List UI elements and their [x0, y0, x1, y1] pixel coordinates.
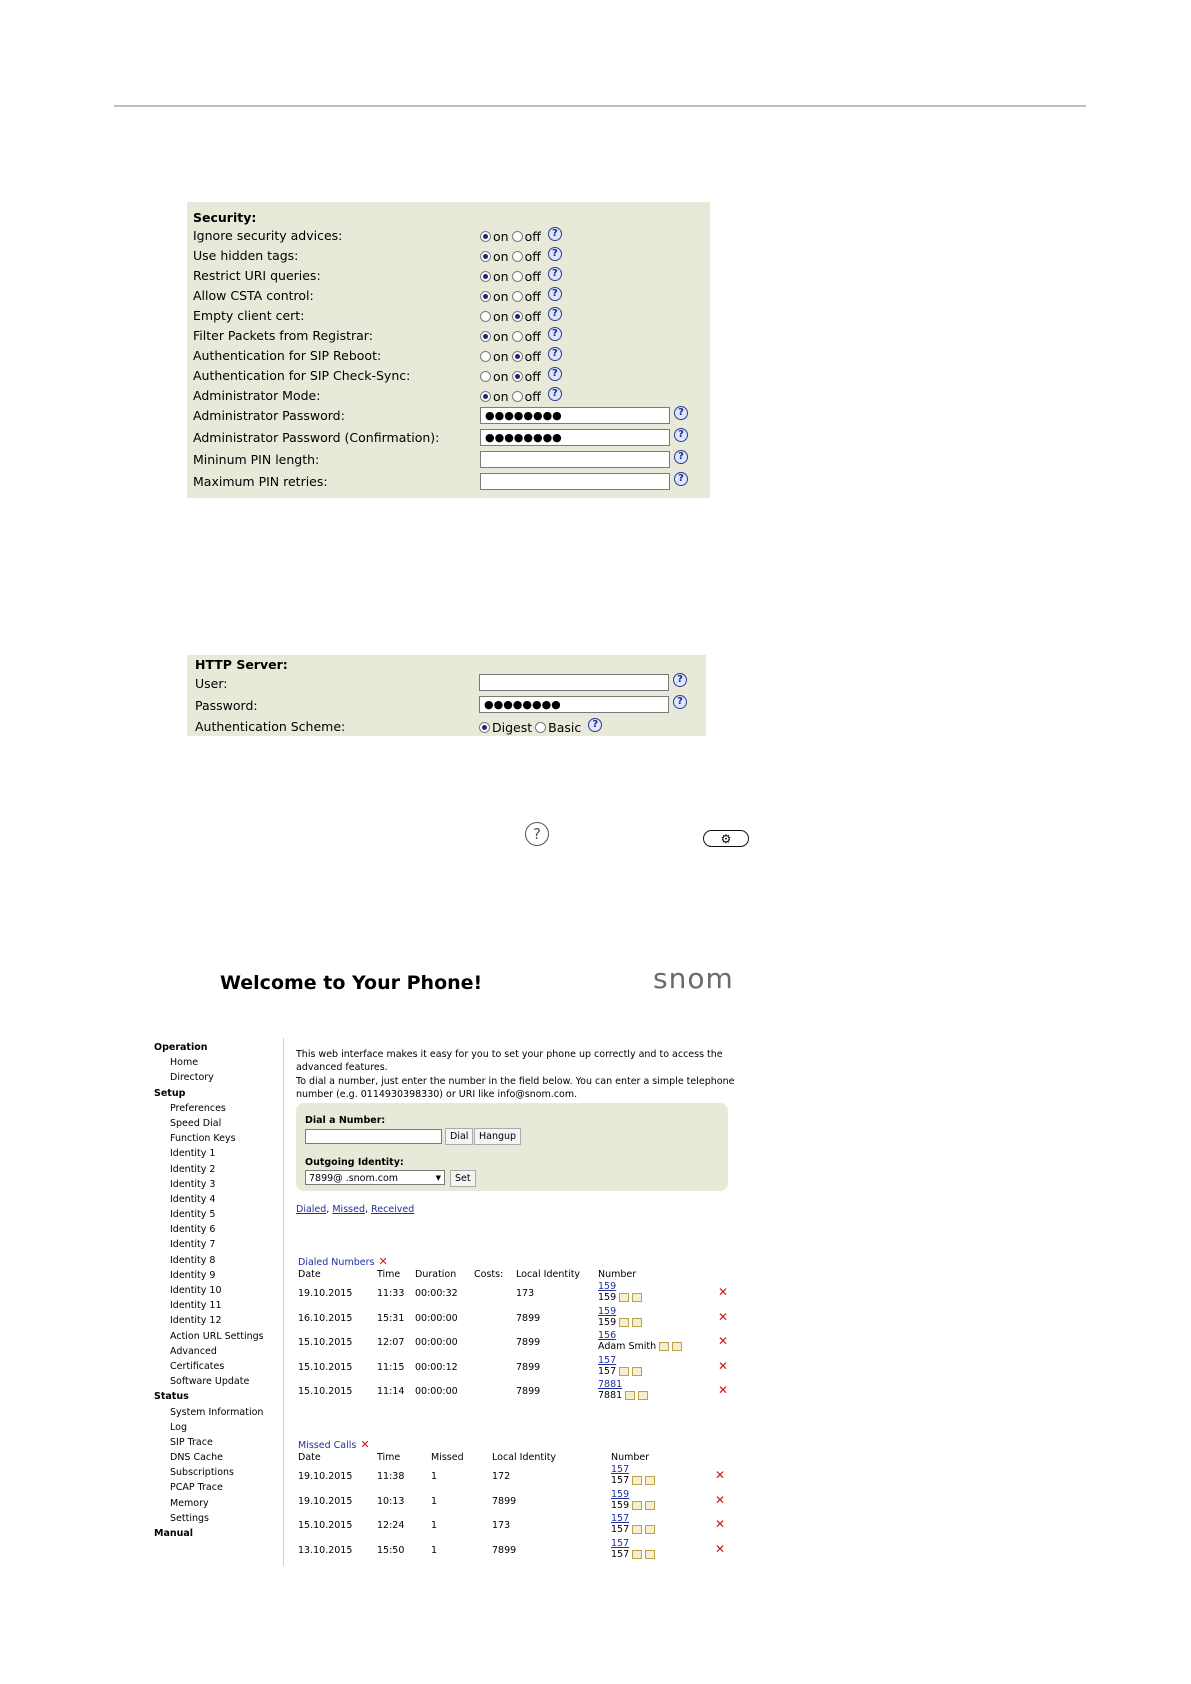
on-label: on — [493, 249, 509, 264]
received-link[interactable]: Received — [371, 1204, 415, 1215]
delete-icon[interactable]: ✕ — [715, 1517, 726, 1531]
sidebar-item[interactable]: Log — [170, 1421, 187, 1433]
missed-title-wrap — [298, 1438, 370, 1451]
on-radio[interactable] — [480, 331, 491, 342]
http-scheme-row — [187, 717, 706, 737]
help-icon[interactable]: ? — [673, 673, 687, 687]
edit-icon[interactable] — [638, 1391, 648, 1400]
snom-logo: snom — [653, 962, 734, 995]
missed-link[interactable]: Missed — [332, 1204, 365, 1215]
sidebar-item[interactable]: Preferences — [170, 1102, 226, 1114]
clear-dialed-icon[interactable]: ✕ — [378, 1255, 388, 1268]
on-label: on — [493, 389, 509, 404]
delete-icon[interactable]: ✕ — [718, 1334, 729, 1348]
sidebar-section[interactable]: Status — [154, 1391, 189, 1403]
date-cell: 13.10.2015 — [298, 1544, 353, 1556]
sidebar-item[interactable]: Identity 8 — [170, 1254, 216, 1266]
on-off-control — [480, 229, 562, 244]
identity-select-value: 7899@ .snom.com — [309, 1173, 399, 1184]
edit-icon[interactable] — [619, 1318, 629, 1327]
identity-cell: 173 — [492, 1520, 511, 1531]
number-text: 159 — [598, 1292, 617, 1303]
security-field-row — [187, 429, 710, 449]
number-text: 157 — [611, 1475, 630, 1486]
on-radio[interactable] — [480, 271, 491, 282]
column-header: Number — [611, 1452, 650, 1463]
edit-icon[interactable] — [632, 1476, 642, 1485]
identity-select[interactable] — [305, 1170, 445, 1185]
edit-icon[interactable] — [632, 1550, 642, 1559]
security-toggle-row — [187, 307, 710, 327]
text-input[interactable] — [480, 451, 670, 468]
setting-label: Authentication for SIP Reboot: — [193, 348, 382, 363]
on-radio[interactable] — [480, 231, 491, 242]
sidebar-item[interactable]: Directory — [170, 1072, 214, 1084]
sidebar-item[interactable]: Identity 1 — [170, 1148, 216, 1160]
number-link[interactable]: 157 — [598, 1354, 617, 1366]
off-radio[interactable] — [512, 371, 523, 382]
sidebar-divider — [283, 1038, 284, 1566]
clear-missed-icon[interactable]: ✕ — [360, 1438, 370, 1451]
on-off-control — [480, 369, 562, 384]
column-header: Date — [298, 1269, 321, 1280]
sidebar-item[interactable]: Identity 11 — [170, 1300, 222, 1312]
number-link[interactable]: 159 — [611, 1488, 630, 1500]
gear-key-icon: ⚙ — [703, 830, 749, 847]
time-cell: 11:15 — [377, 1361, 405, 1373]
setting-label: Mininum PIN length: — [193, 452, 320, 467]
time-cell: 12:24 — [377, 1520, 405, 1531]
basic-label: Basic — [548, 720, 582, 735]
sidebar-item[interactable]: Identity 12 — [170, 1315, 222, 1327]
setting-label: Administrator Password: — [193, 408, 345, 423]
on-label: on — [493, 329, 509, 344]
dial-title: Dial a Number: — [305, 1115, 386, 1126]
help-icon[interactable]: ? — [588, 718, 602, 732]
sidebar-item[interactable]: Home — [170, 1057, 199, 1069]
edit-icon[interactable] — [659, 1342, 669, 1351]
off-label: off — [524, 249, 541, 264]
help-icon[interactable]: ? — [548, 387, 562, 401]
identity-cell: 7899 — [516, 1312, 541, 1324]
on-radio[interactable] — [480, 371, 491, 382]
off-label: off — [524, 269, 541, 284]
identity-cell: 7899 — [492, 1495, 517, 1507]
time-cell: 15:50 — [377, 1544, 405, 1556]
off-label: off — [524, 309, 541, 324]
column-header: Costs: — [474, 1269, 504, 1280]
sidebar-item[interactable]: Identity 2 — [170, 1163, 216, 1175]
off-radio[interactable] — [512, 231, 523, 242]
digest-radio[interactable] — [479, 722, 490, 733]
sidebar-item[interactable]: Certificates — [170, 1360, 225, 1372]
off-radio[interactable] — [512, 311, 523, 322]
security-field-row — [187, 407, 710, 427]
basic-radio[interactable] — [535, 722, 546, 733]
time-cell: 11:38 — [377, 1471, 405, 1482]
help-icon[interactable]: ? — [548, 347, 562, 361]
number-text: 159 — [598, 1316, 617, 1328]
missed-count-cell: 1 — [431, 1520, 438, 1531]
sidebar-item[interactable]: Speed Dial — [170, 1117, 222, 1129]
dialed-title: Dialed Numbers — [298, 1257, 375, 1268]
sidebar-item[interactable]: Action URL Settings — [170, 1330, 264, 1342]
number-text: 157 — [611, 1548, 630, 1560]
http-password-input[interactable]: ●●●●●●●● — [479, 696, 669, 713]
on-label: on — [493, 309, 509, 324]
on-off-control — [480, 249, 562, 264]
column-header: Missed — [431, 1452, 464, 1463]
identity-cell: 173 — [516, 1288, 535, 1299]
sidebar-item[interactable]: Identity 7 — [170, 1239, 216, 1251]
edit-icon[interactable] — [645, 1501, 655, 1510]
date-cell: 15.10.2015 — [298, 1337, 353, 1348]
help-icon[interactable]: ? — [673, 695, 687, 709]
security-toggle-row — [187, 287, 710, 307]
off-radio[interactable] — [512, 391, 523, 402]
off-label: off — [524, 349, 541, 364]
setting-label: Restrict URI queries: — [193, 268, 321, 283]
http-password-row — [187, 696, 706, 716]
number-cell — [598, 1341, 682, 1352]
dialed-link[interactable]: Dialed — [296, 1204, 327, 1215]
text-input[interactable] — [480, 473, 670, 490]
on-off-control — [480, 269, 562, 284]
number-link[interactable]: 157 — [611, 1464, 630, 1475]
edit-icon[interactable] — [632, 1318, 642, 1327]
sidebar-item[interactable]: SIP Trace — [170, 1436, 213, 1448]
column-header: Local Identity — [492, 1452, 557, 1463]
delete-icon[interactable]: ✕ — [718, 1358, 729, 1373]
setting-label: Use hidden tags: — [193, 248, 299, 263]
missed-count-cell: 1 — [431, 1471, 438, 1482]
dial-box — [296, 1103, 728, 1191]
security-toggle-row — [187, 387, 710, 407]
edit-icon[interactable] — [619, 1367, 629, 1376]
missed-count-cell: 1 — [431, 1544, 438, 1556]
date-cell: 16.10.2015 — [298, 1312, 353, 1324]
date-cell: 15.10.2015 — [298, 1386, 353, 1397]
security-toggle-row — [187, 367, 710, 387]
security-panel — [187, 202, 710, 498]
edit-icon[interactable] — [645, 1525, 655, 1534]
number-text: 7881 — [598, 1390, 623, 1401]
date-cell: 19.10.2015 — [298, 1495, 353, 1507]
delete-icon[interactable]: ✕ — [715, 1492, 726, 1507]
sidebar-item[interactable]: Identity 4 — [170, 1193, 216, 1205]
sidebar-item[interactable]: Identity 9 — [170, 1269, 216, 1281]
help-icon[interactable]: ? — [548, 327, 562, 341]
sidebar-item[interactable]: DNS Cache — [170, 1452, 224, 1464]
setting-label: Administrator Password (Confirmation): — [193, 430, 440, 445]
time-cell: 11:33 — [377, 1288, 405, 1299]
sidebar-nav — [154, 1040, 284, 1541]
delete-icon[interactable]: ✕ — [718, 1383, 729, 1397]
http-server-title: HTTP Server: — [195, 657, 288, 672]
http-user-row — [187, 674, 706, 694]
edit-icon[interactable] — [645, 1550, 655, 1559]
security-toggle-row — [187, 227, 710, 247]
http-server-panel — [187, 655, 706, 736]
sidebar-item[interactable]: Identity 10 — [170, 1285, 222, 1296]
security-toggle-row — [187, 267, 710, 287]
number-text: 159 — [611, 1499, 630, 1511]
edit-icon[interactable] — [645, 1476, 655, 1485]
duration-cell: 00:00:00 — [415, 1337, 458, 1348]
identity-cell: 7899 — [516, 1361, 541, 1373]
date-cell: 15.10.2015 — [298, 1520, 353, 1531]
on-label: on — [493, 289, 509, 304]
intro-text — [296, 1048, 736, 1102]
column-header: Number — [598, 1269, 637, 1280]
edit-icon[interactable] — [632, 1501, 642, 1510]
off-radio[interactable] — [512, 251, 523, 262]
edit-icon[interactable] — [619, 1293, 629, 1302]
number-link[interactable]: 157 — [611, 1513, 630, 1524]
on-label: on — [493, 269, 509, 284]
column-header: Local Identity — [516, 1269, 581, 1280]
sidebar-item[interactable]: Settings — [170, 1512, 209, 1524]
text-input[interactable]: ●●●●●●●● — [480, 407, 670, 424]
on-off-control — [480, 289, 562, 304]
on-off-control — [480, 329, 562, 344]
date-cell: 19.10.2015 — [298, 1288, 353, 1299]
top-rule — [114, 105, 1086, 107]
help-icon[interactable]: ? — [548, 287, 562, 301]
number-text: Adam Smith — [598, 1341, 657, 1352]
help-icon[interactable]: ? — [548, 367, 562, 381]
http-password-label: Password: — [195, 698, 258, 713]
intro-paragraph-1: This web interface makes it easy for you to set your phone up correctly and to access the advanced features. — [296, 1049, 723, 1074]
text-input[interactable]: ●●●●●●●● — [480, 429, 670, 446]
security-toggle-row — [187, 247, 710, 267]
sidebar-item[interactable]: Subscriptions — [170, 1467, 234, 1479]
number-cell — [611, 1549, 655, 1560]
dialed-title-wrap — [298, 1255, 388, 1268]
help-icon[interactable]: ? — [674, 406, 688, 420]
set-button[interactable]: Set — [450, 1170, 476, 1187]
sidebar-section[interactable]: Operation — [154, 1042, 208, 1053]
help-icon[interactable]: ? — [548, 267, 562, 281]
delete-icon[interactable]: ✕ — [718, 1285, 729, 1299]
duration-cell: 00:00:00 — [415, 1312, 458, 1324]
time-cell: 10:13 — [377, 1495, 405, 1507]
edit-icon[interactable] — [632, 1293, 642, 1302]
number-link[interactable]: 7881 — [598, 1379, 623, 1390]
help-icon[interactable]: ? — [674, 428, 688, 442]
security-title: Security: — [193, 210, 257, 225]
field-control — [480, 473, 688, 490]
setting-label: Maximum PIN retries: — [193, 474, 328, 489]
number-link[interactable]: 157 — [611, 1537, 630, 1549]
number-cell — [598, 1366, 642, 1377]
sidebar-item[interactable]: PCAP Trace — [170, 1482, 223, 1494]
identity-cell: 7899 — [516, 1337, 541, 1348]
off-radio[interactable] — [512, 271, 523, 282]
sidebar-item[interactable]: Software Update — [170, 1376, 250, 1388]
on-label: on — [493, 349, 509, 364]
off-radio[interactable] — [512, 331, 523, 342]
number-text: 157 — [598, 1365, 617, 1377]
edit-icon[interactable] — [672, 1342, 682, 1351]
number-link[interactable]: 156 — [598, 1330, 617, 1341]
time-cell: 12:07 — [377, 1337, 405, 1348]
column-header: Date — [298, 1452, 321, 1463]
number-cell — [611, 1500, 655, 1511]
on-radio[interactable] — [480, 351, 491, 362]
sidebar-section[interactable]: Setup — [154, 1087, 186, 1099]
on-radio[interactable] — [480, 291, 491, 302]
number-cell — [611, 1524, 655, 1535]
help-icon[interactable]: ? — [548, 247, 562, 261]
column-header: Duration — [415, 1269, 457, 1280]
digest-label: Digest — [492, 720, 533, 735]
off-radio[interactable] — [512, 291, 523, 302]
identity-cell: 7899 — [492, 1544, 517, 1556]
column-header: Time — [377, 1452, 401, 1463]
identity-title: Outgoing Identity: — [305, 1157, 404, 1168]
duration-cell: 00:00:32 — [415, 1288, 458, 1299]
help-icon[interactable]: ? — [674, 450, 688, 464]
number-cell — [598, 1390, 648, 1401]
security-toggle-row — [187, 327, 710, 347]
dial-number-input[interactable] — [305, 1129, 442, 1144]
sidebar-item[interactable]: Function Keys — [170, 1133, 236, 1145]
http-scheme-label: Authentication Scheme: — [195, 719, 346, 734]
number-link[interactable]: 159 — [598, 1305, 617, 1317]
setting-label: Administrator Mode: — [193, 388, 321, 403]
edit-icon[interactable] — [625, 1391, 635, 1400]
on-label: on — [493, 369, 509, 384]
security-field-row — [187, 473, 710, 493]
time-cell: 15:31 — [377, 1312, 405, 1324]
off-label: off — [524, 369, 541, 384]
setting-label: Allow CSTA control: — [193, 288, 314, 303]
sidebar-item[interactable]: System Information — [170, 1406, 264, 1418]
intro-paragraph-2: To dial a number, just enter the number in the field below. You can enter a simple telephone number (e.g. 0114930398330) or URI like info@snom.com. — [296, 1075, 735, 1101]
sidebar-item[interactable]: Memory — [170, 1497, 209, 1509]
setting-label: Empty client cert: — [193, 308, 305, 323]
question-icon: ? — [525, 822, 549, 846]
help-icon[interactable]: ? — [674, 472, 688, 486]
off-label: off — [524, 389, 541, 404]
help-icon[interactable]: ? — [548, 307, 562, 321]
help-icon[interactable]: ? — [548, 227, 562, 241]
sidebar-item[interactable]: Identity 5 — [170, 1209, 216, 1221]
on-radio[interactable] — [480, 391, 491, 402]
sidebar-item[interactable]: Advanced — [170, 1345, 217, 1357]
number-text: 157 — [611, 1524, 630, 1535]
identity-cell: 7899 — [516, 1386, 541, 1397]
field-control — [480, 429, 688, 446]
edit-icon[interactable] — [632, 1367, 642, 1376]
off-label: off — [524, 329, 541, 344]
date-cell: 15.10.2015 — [298, 1361, 353, 1373]
hangup-button[interactable]: Hangup — [474, 1128, 521, 1145]
time-cell: 11:14 — [377, 1386, 405, 1397]
http-user-label: User: — [195, 676, 228, 691]
chevron-down-icon: ▼ — [435, 1174, 441, 1182]
sidebar-section[interactable]: Manual — [154, 1528, 194, 1539]
off-label: off — [524, 289, 541, 304]
edit-icon[interactable] — [632, 1525, 642, 1534]
duration-cell: 00:00:00 — [415, 1386, 458, 1397]
setting-label: Ignore security advices: — [193, 228, 343, 243]
number-cell — [611, 1475, 655, 1486]
field-control — [480, 451, 688, 468]
call-list-links: Dialed, Missed, Received — [296, 1204, 415, 1215]
sidebar-item[interactable]: Identity 3 — [170, 1178, 216, 1190]
off-label: off — [524, 229, 541, 244]
missed-title: Missed Calls — [298, 1440, 357, 1451]
on-off-control — [480, 349, 562, 364]
sidebar-item[interactable]: Identity 6 — [170, 1224, 216, 1236]
setting-label: Authentication for SIP Check-Sync: — [193, 368, 411, 383]
field-control — [480, 407, 688, 424]
http-user-input[interactable] — [479, 674, 669, 691]
off-radio[interactable] — [512, 351, 523, 362]
on-off-control — [480, 389, 562, 404]
number-link[interactable]: 159 — [598, 1281, 617, 1292]
on-label: on — [493, 229, 509, 244]
delete-icon[interactable]: ✕ — [715, 1541, 726, 1556]
number-cell — [598, 1317, 642, 1328]
identity-cell: 172 — [492, 1471, 511, 1482]
on-off-control — [480, 309, 562, 324]
on-radio[interactable] — [480, 311, 491, 322]
delete-icon[interactable]: ✕ — [718, 1309, 729, 1324]
column-header: Time — [377, 1269, 401, 1280]
security-field-row — [187, 451, 710, 471]
on-radio[interactable] — [480, 251, 491, 262]
welcome-heading: Welcome to Your Phone! — [220, 972, 483, 994]
delete-icon[interactable]: ✕ — [715, 1468, 726, 1482]
security-toggle-row — [187, 347, 710, 367]
date-cell: 19.10.2015 — [298, 1471, 353, 1482]
number-cell — [598, 1292, 642, 1303]
missed-count-cell: 1 — [431, 1495, 438, 1507]
duration-cell: 00:00:12 — [415, 1361, 458, 1373]
dial-button[interactable]: Dial — [445, 1128, 473, 1145]
setting-label: Filter Packets from Registrar: — [193, 328, 373, 343]
